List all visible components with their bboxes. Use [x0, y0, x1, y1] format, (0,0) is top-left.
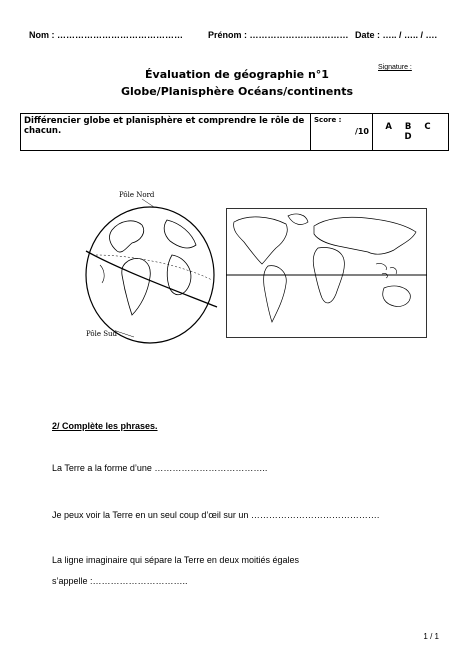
objective-text: Différencier globe et planisphère et comprendre le rôle de chacun. [21, 114, 311, 151]
date-field-label: Date : ….. / ….. / …. [355, 30, 438, 40]
sentence-3-part-1: La ligne imaginaire qui sépare la Terre en deux moitiés égales [52, 555, 299, 565]
score-value: /10 [354, 127, 369, 136]
page-title: Évaluation de géographie n°1 [145, 68, 329, 81]
globe-illustration [72, 185, 222, 345]
signature-label: Signature : [378, 64, 412, 71]
north-pole-label: Pôle Nord [119, 191, 155, 199]
firstname-field-label: Prénom : …………………………… [208, 30, 349, 40]
page-number: 1 / 1 [423, 632, 439, 641]
sentence-3-part-2: s’appelle :………………………….. [52, 576, 188, 586]
sentence-2: Je peux voir la Terre en un seul coup d’œil sur un ……………………………………. [52, 510, 380, 520]
sentence-1: La Terre a la forme d’une ……………………………….. [52, 463, 268, 473]
score-cell [311, 114, 373, 151]
question-2-title: 2/ Complète les phrases. [52, 421, 158, 431]
south-pole-label: Pôle Sud [86, 330, 118, 338]
objective-table [20, 113, 449, 151]
name-field-label: Nom : …………………………………… [29, 30, 183, 40]
score-label: Score : [314, 116, 342, 124]
grades-cell [373, 114, 449, 151]
grades-text: A B C D [385, 122, 436, 142]
world-map-illustration [226, 208, 427, 338]
page-subtitle: Globe/Planisphère Océans/continents [120, 85, 353, 98]
